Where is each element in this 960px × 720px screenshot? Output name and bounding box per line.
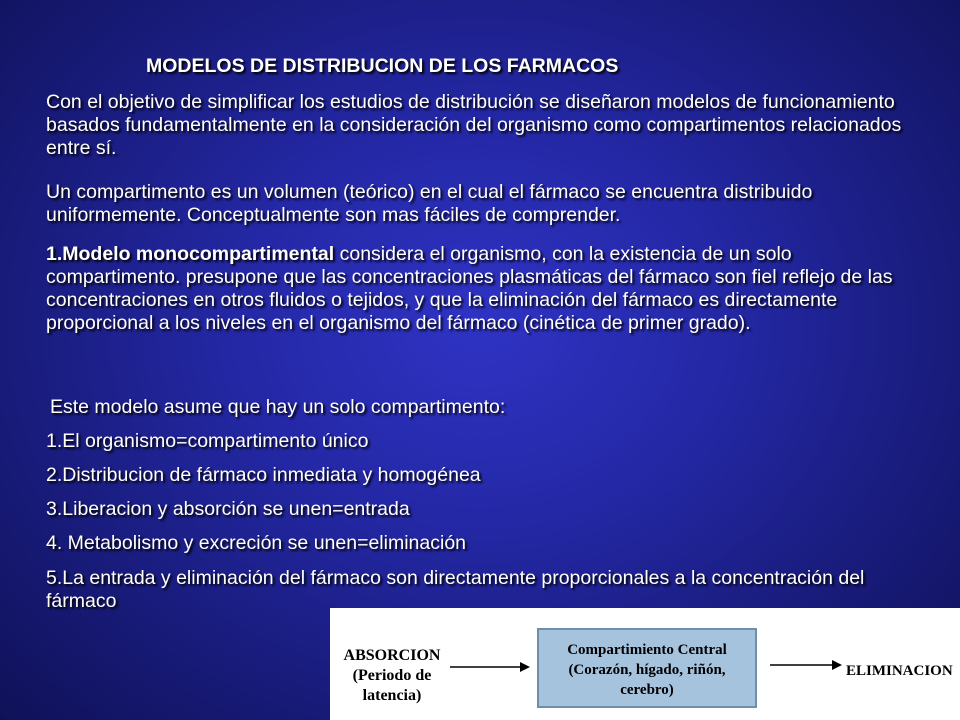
list-item-3: 3.Liberacion y absorción se unen=entrada xyxy=(46,498,410,520)
absorption-label: ABSORCION (Periodo de latencia) xyxy=(343,647,441,704)
list-item-4: 4. Metabolismo y excreción se unen=eliminación xyxy=(46,532,467,554)
slide-title: MODELOS DE DISTRIBUCION DE LOS FARMACOS xyxy=(146,55,619,77)
central-compartment-box: Compartimiento Central (Corazón, hígado, riñón, cerebro) xyxy=(537,628,757,708)
model1-paragraph xyxy=(46,243,926,335)
assumes-line: Este modelo asume que hay un solo compartimento: xyxy=(50,396,506,418)
arrow-right-icon xyxy=(450,660,530,674)
intro-paragraph: Con el objetivo de simplificar los estudios de distribución se diseñaron modelos de funcionamiento basados fundamentalmente en la consideración del organismo como compartimentos relacionados entre sí. xyxy=(46,91,902,159)
model1-heading: 1.Modelo monocompartimental xyxy=(46,243,335,265)
list-item-2: 2.Distribucion de fármaco inmediata y homogénea xyxy=(46,464,481,486)
list-item-1: 1.El organismo=compartimento único xyxy=(46,430,369,452)
compartment-definition: Un compartimento es un volumen (teórico) en el cual el fármaco se encuentra distribuido uniformemente. Conceptualmente son mas fáciles de comprender. xyxy=(46,181,813,226)
compartment-diagram xyxy=(330,608,960,720)
arrow-right-icon xyxy=(770,658,842,672)
list-item-5: 5.La entrada y eliminación del fármaco son directamente proporcionales a la concentración del fármaco xyxy=(46,567,865,612)
model1-description: considera el organismo, con la existencia de un solo compartimento. presupone que las concentraciones plasmáticas del fármaco son fiel reflejo de las concentraciones en otros fluidos o tejidos, y que la eliminación del fármaco es directamente proporcional a los niveles en el organismo del fármaco (cinética de primer grado). xyxy=(46,243,893,334)
elimination-label: ELIMINACION xyxy=(846,663,953,679)
